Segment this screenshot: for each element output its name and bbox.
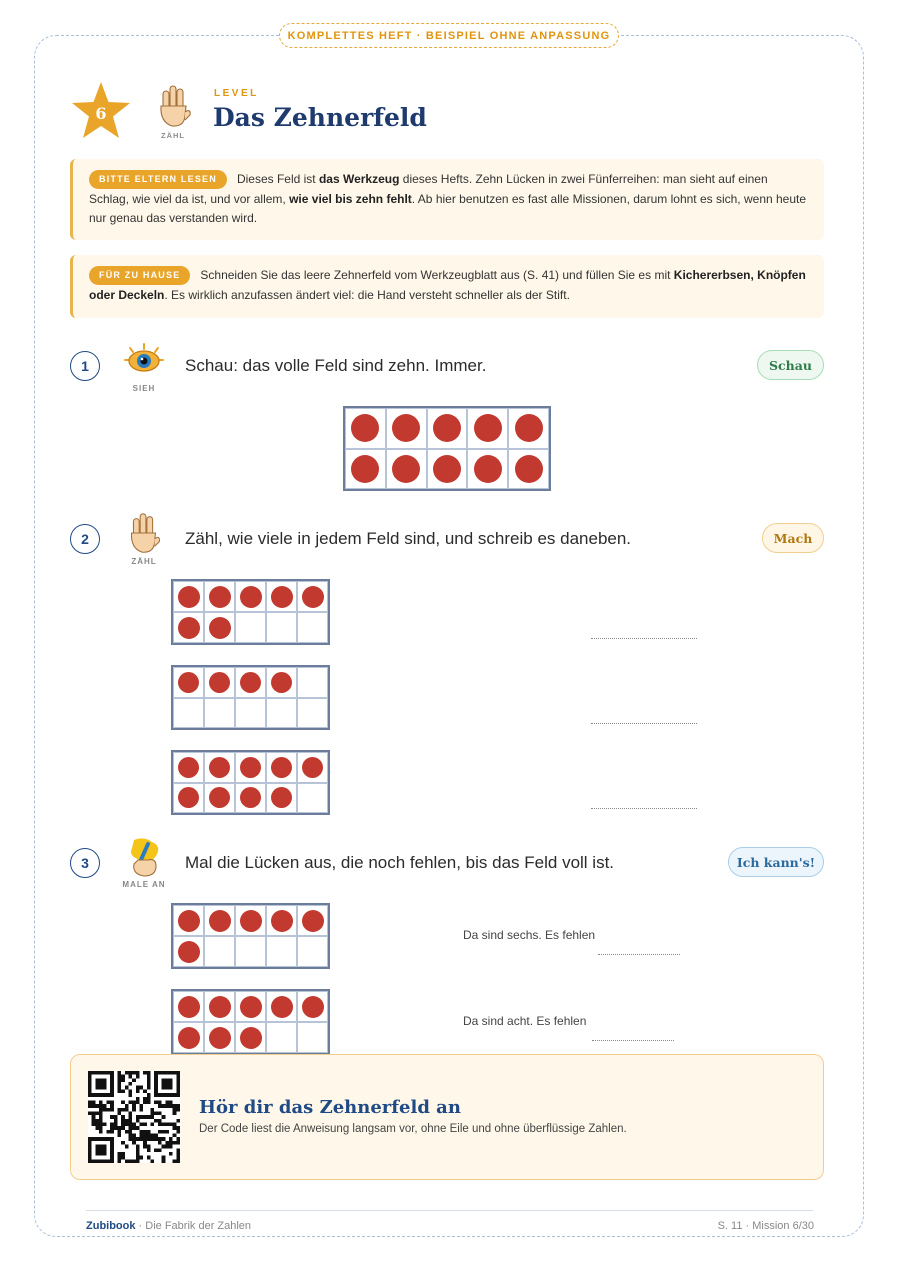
filled-cell — [467, 408, 508, 449]
filled-cell — [173, 612, 204, 643]
task-instruction: Mal die Lücken aus, die noch fehlen, bis das Feld voll ist. — [185, 853, 615, 872]
filled-cell — [235, 1022, 266, 1053]
filled-cell — [204, 612, 235, 643]
footer-brand-line — [86, 1220, 251, 1232]
counting-hand-icon — [122, 510, 166, 556]
note-text-run: . Es wirklich anzufassen ändert viel: die Hand versteht schneller als der Stift. — [164, 287, 570, 302]
task-instruction: Schau: das volle Feld sind zehn. Immer. — [185, 356, 487, 375]
counter-dot — [351, 455, 379, 483]
note-emphasis: wie viel bis zehn fehlt — [289, 191, 412, 206]
filled-cell — [173, 581, 204, 612]
filled-cell — [266, 905, 297, 936]
empty-cell[interactable] — [204, 698, 235, 729]
level-number: 6 — [95, 104, 107, 123]
counter-dot — [178, 941, 200, 963]
counter-dot — [392, 455, 420, 483]
task-caption: MALE AN — [122, 880, 166, 889]
answer-line[interactable] — [591, 638, 697, 639]
counter-dot — [271, 757, 292, 778]
empty-cell[interactable] — [235, 612, 266, 643]
counter-dot — [474, 455, 502, 483]
ten-frame — [171, 750, 330, 815]
filled-cell — [204, 667, 235, 698]
counter-dot — [178, 672, 199, 693]
ten-frame[interactable] — [171, 989, 330, 1055]
answer-line[interactable] — [598, 954, 680, 955]
counter-dot — [209, 586, 231, 608]
empty-cell[interactable] — [173, 698, 204, 729]
counter-dot — [209, 672, 230, 693]
empty-cell[interactable] — [235, 698, 266, 729]
task-caption: SIEH — [132, 384, 156, 393]
ten-frame — [343, 406, 551, 491]
note-text-run: Dieses Feld ist — [236, 172, 319, 186]
counter-dot — [271, 996, 293, 1018]
filled-cell — [173, 667, 204, 698]
counter-dot — [515, 455, 543, 483]
counter-dot — [178, 1027, 200, 1049]
ten-frame — [171, 665, 330, 730]
home-note-pill: FÜR ZU HAUSE — [89, 266, 190, 285]
filled-cell — [297, 991, 328, 1022]
filled-cell — [427, 449, 468, 490]
counter-dot — [433, 455, 461, 483]
filled-cell — [266, 667, 297, 698]
filled-cell — [297, 752, 328, 783]
audio-description: Der Code liest die Anweisung langsam vor, ohne Eile und ohne überflüssige Zahlen. — [199, 1123, 627, 1135]
counter-dot — [240, 757, 261, 778]
task-instruction: Zähl, wie viele in jedem Feld sind, und schreib es daneben. — [185, 529, 632, 548]
filled-cell — [204, 581, 235, 612]
home-note-text — [89, 268, 806, 302]
filled-cell — [173, 991, 204, 1022]
ten-frame[interactable] — [171, 903, 330, 969]
filled-cell — [204, 1022, 235, 1053]
counter-dot — [351, 414, 379, 442]
note-text-run: . Ab hier benutzen es fast alle Missionen, darum lohnt es sich, wenn heute nur genau das verstanden wird. — [89, 191, 807, 225]
counter-dot — [209, 1027, 231, 1049]
footer-divider — [86, 1210, 813, 1211]
edition-banner: KOMPLETTES HEFT · BEISPIEL OHNE ANPASSUNG — [279, 23, 619, 48]
counter-dot — [178, 787, 199, 808]
note-emphasis: Kichererbsen, Knöpfen oder Deckeln — [89, 268, 806, 302]
filled-cell — [204, 991, 235, 1022]
parents-note-pill: BITTE ELTERN LESEN — [89, 170, 227, 189]
counter-dot — [271, 787, 292, 808]
task-number: 2 — [70, 524, 100, 554]
filled-cell — [345, 449, 386, 490]
brand-name: Zubibook — [86, 1220, 136, 1232]
task-badge: Schau — [757, 350, 824, 380]
filled-cell — [266, 783, 297, 814]
filled-cell — [345, 408, 386, 449]
counter-dot — [271, 910, 293, 932]
counter-dot — [240, 910, 262, 932]
counter-dot — [178, 757, 199, 778]
filled-cell — [173, 905, 204, 936]
filled-cell — [173, 783, 204, 814]
parents-note — [70, 159, 824, 240]
note-text-run: Schneiden Sie das leere Zehnerfeld vom Werkzeugblatt aus (S. 41) und füllen Sie es mit — [200, 268, 674, 282]
filled-cell — [297, 905, 328, 936]
filled-cell — [235, 783, 266, 814]
empty-cell[interactable] — [235, 936, 266, 967]
filled-cell — [386, 449, 427, 490]
counter-dot — [392, 414, 420, 442]
counter-dot — [474, 414, 502, 442]
task-number: 1 — [70, 351, 100, 381]
filled-cell — [427, 408, 468, 449]
empty-cell[interactable] — [297, 936, 328, 967]
home-note — [70, 255, 824, 318]
task-badge: Mach — [762, 523, 824, 553]
answer-line[interactable] — [591, 723, 697, 724]
counter-dot — [240, 586, 262, 608]
counter-dot — [515, 414, 543, 442]
note-text-run: dieses Hefts. Zehn Lücken in zwei Fünferreihen: man sieht auf einen Schlag, wie viel da ist, und vor allem, — [89, 172, 768, 206]
counter-dot — [178, 586, 200, 608]
filled-cell — [235, 752, 266, 783]
counter-dot — [433, 414, 461, 442]
counter-dot — [209, 757, 230, 778]
icon-caption: ZÄHL — [161, 131, 185, 140]
counter-dot — [209, 787, 230, 808]
filled-cell — [235, 581, 266, 612]
book-subtitle: · Die Fabrik der Zahlen — [135, 1220, 252, 1232]
empty-cell[interactable] — [266, 698, 297, 729]
filled-cell — [204, 905, 235, 936]
empty-cell[interactable] — [297, 783, 328, 814]
missing-prompt: Da sind acht. Es fehlen — [463, 1014, 587, 1028]
answer-line[interactable] — [591, 808, 697, 809]
empty-cell[interactable] — [297, 1022, 328, 1053]
page-info: S. 11 · Mission 6/30 — [717, 1220, 814, 1232]
filled-cell — [173, 1022, 204, 1053]
counter-dot — [240, 672, 261, 693]
filled-cell — [266, 991, 297, 1022]
paint-hand-icon — [122, 834, 166, 878]
counter-dot — [209, 910, 231, 932]
counter-dot — [178, 996, 200, 1018]
counter-dot — [240, 996, 262, 1018]
filled-cell — [266, 752, 297, 783]
task-caption: ZÄHL — [131, 557, 157, 566]
counter-dot — [302, 996, 324, 1018]
filled-cell — [508, 408, 549, 449]
filled-cell — [266, 581, 297, 612]
counter-dot — [271, 586, 293, 608]
filled-cell — [235, 667, 266, 698]
counter-dot — [302, 586, 324, 608]
empty-cell[interactable] — [297, 612, 328, 643]
counter-dot — [178, 617, 200, 639]
task-number: 3 — [70, 848, 100, 878]
filled-cell — [204, 783, 235, 814]
filled-cell — [173, 752, 204, 783]
empty-cell[interactable] — [266, 612, 297, 643]
counter-dot — [271, 672, 292, 693]
level-label: LEVEL — [214, 88, 259, 99]
task-badge: Ich kann's! — [728, 847, 824, 877]
filled-cell — [297, 581, 328, 612]
note-emphasis: das Werkzeug — [318, 172, 400, 186]
counter-dot — [240, 1027, 262, 1049]
missing-prompt: Da sind sechs. Es fehlen — [463, 928, 596, 942]
filled-cell — [235, 991, 266, 1022]
empty-cell[interactable] — [204, 936, 235, 967]
ten-frame — [171, 579, 330, 645]
filled-cell — [235, 905, 266, 936]
audio-title: Hör dir das Zehnerfeld an — [199, 1097, 461, 1118]
counter-dot — [302, 910, 324, 932]
empty-cell[interactable] — [297, 698, 328, 729]
counting-hand-icon — [154, 82, 194, 130]
filled-cell — [204, 752, 235, 783]
answer-line[interactable] — [592, 1040, 674, 1041]
filled-cell — [508, 449, 549, 490]
counter-dot — [240, 787, 261, 808]
filled-cell — [467, 449, 508, 490]
page-title: Das Zehnerfeld — [213, 103, 427, 132]
filled-cell — [386, 408, 427, 449]
counter-dot — [178, 910, 200, 932]
qr-code-icon[interactable] — [88, 1071, 180, 1163]
empty-cell[interactable] — [266, 936, 297, 967]
eye-icon — [122, 341, 166, 381]
counter-dot — [209, 617, 231, 639]
counter-dot — [209, 996, 231, 1018]
filled-cell — [173, 936, 204, 967]
empty-cell[interactable] — [266, 1022, 297, 1053]
counter-dot — [302, 757, 323, 778]
empty-cell[interactable] — [297, 667, 328, 698]
